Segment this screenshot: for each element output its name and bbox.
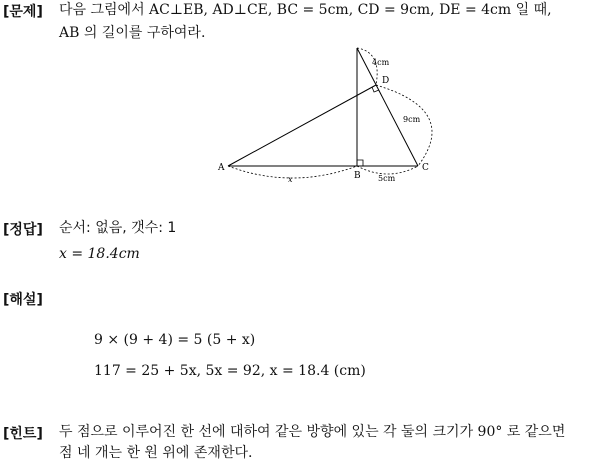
right-angle-b (357, 160, 363, 166)
answer-tag: [정답] (3, 222, 43, 238)
arc-cd (376, 85, 432, 166)
geometry-figure (210, 40, 450, 190)
label-ab: x (288, 175, 293, 184)
problem-line-1: 다음 그림에서 AC⊥EB, AD⊥CE, BC = 5cm, CD = 9cm, DE = 4cm 일 때, (59, 2, 552, 18)
point-a-label: A (218, 163, 225, 173)
solution-eq-1: 9 × (9 + 4) = 5 (5 + x) (94, 332, 256, 348)
arc-bc (357, 166, 418, 174)
label-de: 4cm (372, 58, 390, 67)
problem-line-2: AB 의 길이를 구하여라. (59, 25, 206, 41)
label-cd: 9cm (403, 115, 421, 124)
line-ad (228, 85, 376, 166)
solution-eq-2: 117 = 25 + 5x, 5x = 92, x = 18.4 (cm) (94, 363, 366, 379)
point-d-label: D (382, 76, 390, 86)
label-bc: 5cm (378, 174, 396, 183)
hint-tag: [힌트] (3, 426, 43, 442)
problem-tag: [문제] (3, 4, 43, 20)
answer-line-1: 순서: 없음, 갯수: 1 (59, 220, 177, 236)
answer-line-2: x = 18.4cm (59, 246, 140, 262)
hint-line-1: 두 점으로 이루어진 한 선에 대하여 같은 방향에 있는 각 둘의 크기가 90° 로 같으면 (59, 424, 566, 440)
point-c-label: C (422, 163, 429, 173)
hint-line-2: 점 네 개는 한 원 위에 존재한다. (59, 445, 253, 461)
solution-tag: [해설] (3, 292, 43, 308)
point-b-label: B (354, 171, 361, 181)
